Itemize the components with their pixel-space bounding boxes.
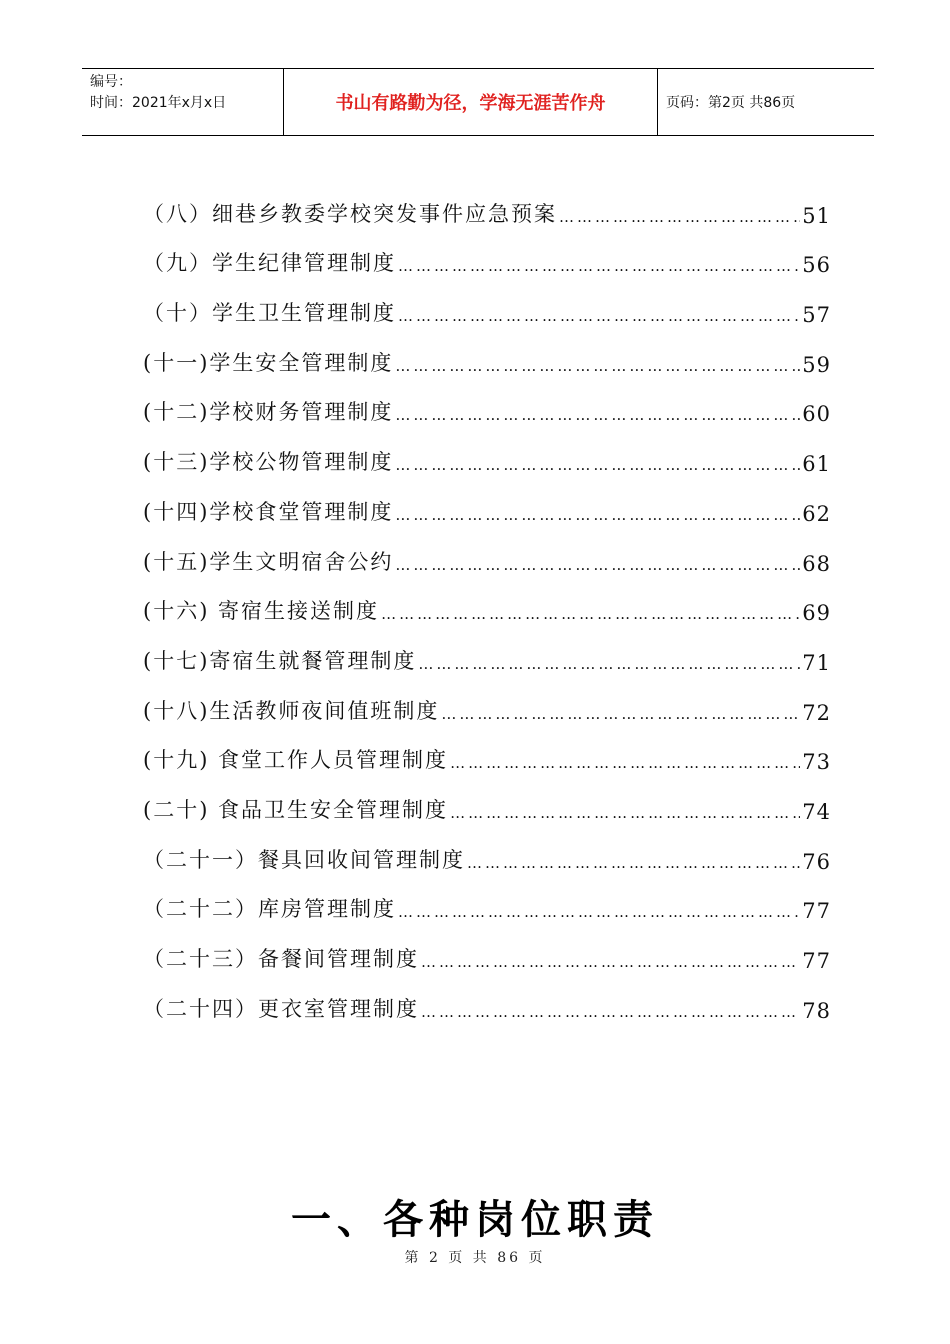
- toc-dot-leader: [418, 655, 800, 673]
- toc-entry-title: (十八)生活教师夜间值班制度: [143, 698, 440, 723]
- toc-entry-title: (十六) 寄宿生接送制度: [143, 599, 380, 624]
- toc-dot-leader: [395, 456, 800, 474]
- header-page-info: 页码：第2页 共86页: [666, 95, 796, 111]
- toc-dot-leader: [395, 406, 800, 424]
- header-motto: 书山有路勤为径，学海无涯苦作舟: [284, 69, 658, 135]
- toc-entry-page: 60: [802, 402, 831, 427]
- page-header: [82, 68, 874, 136]
- toc-dot-leader: [381, 605, 800, 623]
- document-number-label: 编号：: [90, 74, 132, 90]
- toc-dot-leader: [421, 1003, 800, 1021]
- toc-entry-page: 61: [802, 452, 831, 477]
- toc-entry[interactable]: [143, 526, 831, 576]
- toc-dot-leader: [395, 506, 800, 524]
- toc-entry-title: （二十三）备餐间管理制度: [143, 947, 419, 971]
- toc-dot-leader: [398, 257, 800, 275]
- toc-entry-page: 59: [802, 352, 831, 377]
- toc-entry[interactable]: [143, 824, 831, 874]
- toc-entry-title: (十九) 食堂工作人员管理制度: [143, 748, 449, 773]
- toc-dot-leader: [559, 208, 800, 226]
- toc-dot-leader: [398, 307, 800, 325]
- toc-entry[interactable]: [143, 625, 831, 675]
- toc-entry-page: 62: [802, 501, 831, 526]
- toc-entry-title: (十二)学校财务管理制度: [143, 400, 394, 425]
- toc-entry-title: (十四)学校食堂管理制度: [143, 499, 394, 524]
- toc-entry-page: 57: [802, 303, 831, 328]
- toc-entry[interactable]: [143, 725, 831, 775]
- toc-entry-page: 73: [802, 750, 831, 775]
- toc-entry-page: 51: [802, 203, 831, 228]
- toc-entry-title: （二十二）库房管理制度: [143, 897, 396, 922]
- toc-entry-title: (二十) 食品卫生安全管理制度: [143, 797, 449, 822]
- toc-dot-leader: [467, 854, 800, 872]
- toc-entry[interactable]: [143, 426, 831, 476]
- toc-entry[interactable]: [143, 774, 831, 824]
- toc-entry-title: (十三)学校公物管理制度: [143, 450, 394, 475]
- toc-entry-title: (十七)寄宿生就餐管理制度: [143, 648, 417, 673]
- toc-entry-title: （九）学生纪律管理制度: [143, 251, 396, 276]
- toc-entry-page: 72: [802, 700, 831, 725]
- toc-dot-leader: [398, 903, 800, 921]
- toc-entry-page: 78: [802, 998, 831, 1023]
- toc-entry-page: 74: [802, 799, 831, 824]
- toc-entry[interactable]: [143, 923, 831, 973]
- toc-dot-leader: [450, 804, 800, 822]
- toc-entry[interactable]: [143, 476, 831, 526]
- toc-entry-page: 77: [802, 949, 831, 973]
- toc-dot-leader: [395, 556, 800, 574]
- toc-entry-page: 69: [802, 601, 831, 626]
- toc-entry[interactable]: [143, 377, 831, 427]
- toc-entry-page: 71: [802, 650, 831, 675]
- toc-entry[interactable]: [143, 277, 831, 327]
- toc-dot-leader: [395, 357, 800, 375]
- toc-entry[interactable]: [143, 178, 831, 228]
- document-date: 时间：2021年x月x日: [90, 95, 227, 111]
- toc-entry-page: 68: [802, 551, 831, 576]
- header-meta: [82, 69, 284, 135]
- toc-entry-page: 77: [802, 899, 831, 924]
- toc-dot-leader: [421, 953, 800, 971]
- toc-entry-title: （二十四）更衣室管理制度: [143, 996, 419, 1021]
- toc-entry-title: （十）学生卫生管理制度: [143, 301, 396, 326]
- toc-entry-title: (十一)学生安全管理制度: [143, 350, 394, 375]
- toc-entry[interactable]: [143, 675, 831, 725]
- section-heading: 一、各种岗位职责: [291, 1197, 659, 1243]
- toc-entry-title: （二十一）餐具回收间管理制度: [143, 847, 465, 872]
- toc-entry[interactable]: [143, 327, 831, 377]
- toc-entry[interactable]: [143, 576, 831, 626]
- toc-entry[interactable]: [143, 874, 831, 924]
- toc-entry[interactable]: [143, 973, 831, 1023]
- toc-entry-title: （八）细巷乡教委学校突发事件应急预案: [143, 201, 557, 226]
- table-of-contents: [143, 178, 831, 1023]
- toc-dot-leader: [450, 754, 800, 772]
- toc-entry[interactable]: [143, 228, 831, 278]
- toc-entry-title: (十五)学生文明宿舍公约: [143, 549, 394, 574]
- toc-dot-leader: [441, 705, 800, 723]
- page-footer: 第 2 页 共 86 页: [404, 1250, 546, 1266]
- toc-entry-page: 76: [802, 849, 831, 874]
- toc-entry-page: 56: [802, 253, 831, 278]
